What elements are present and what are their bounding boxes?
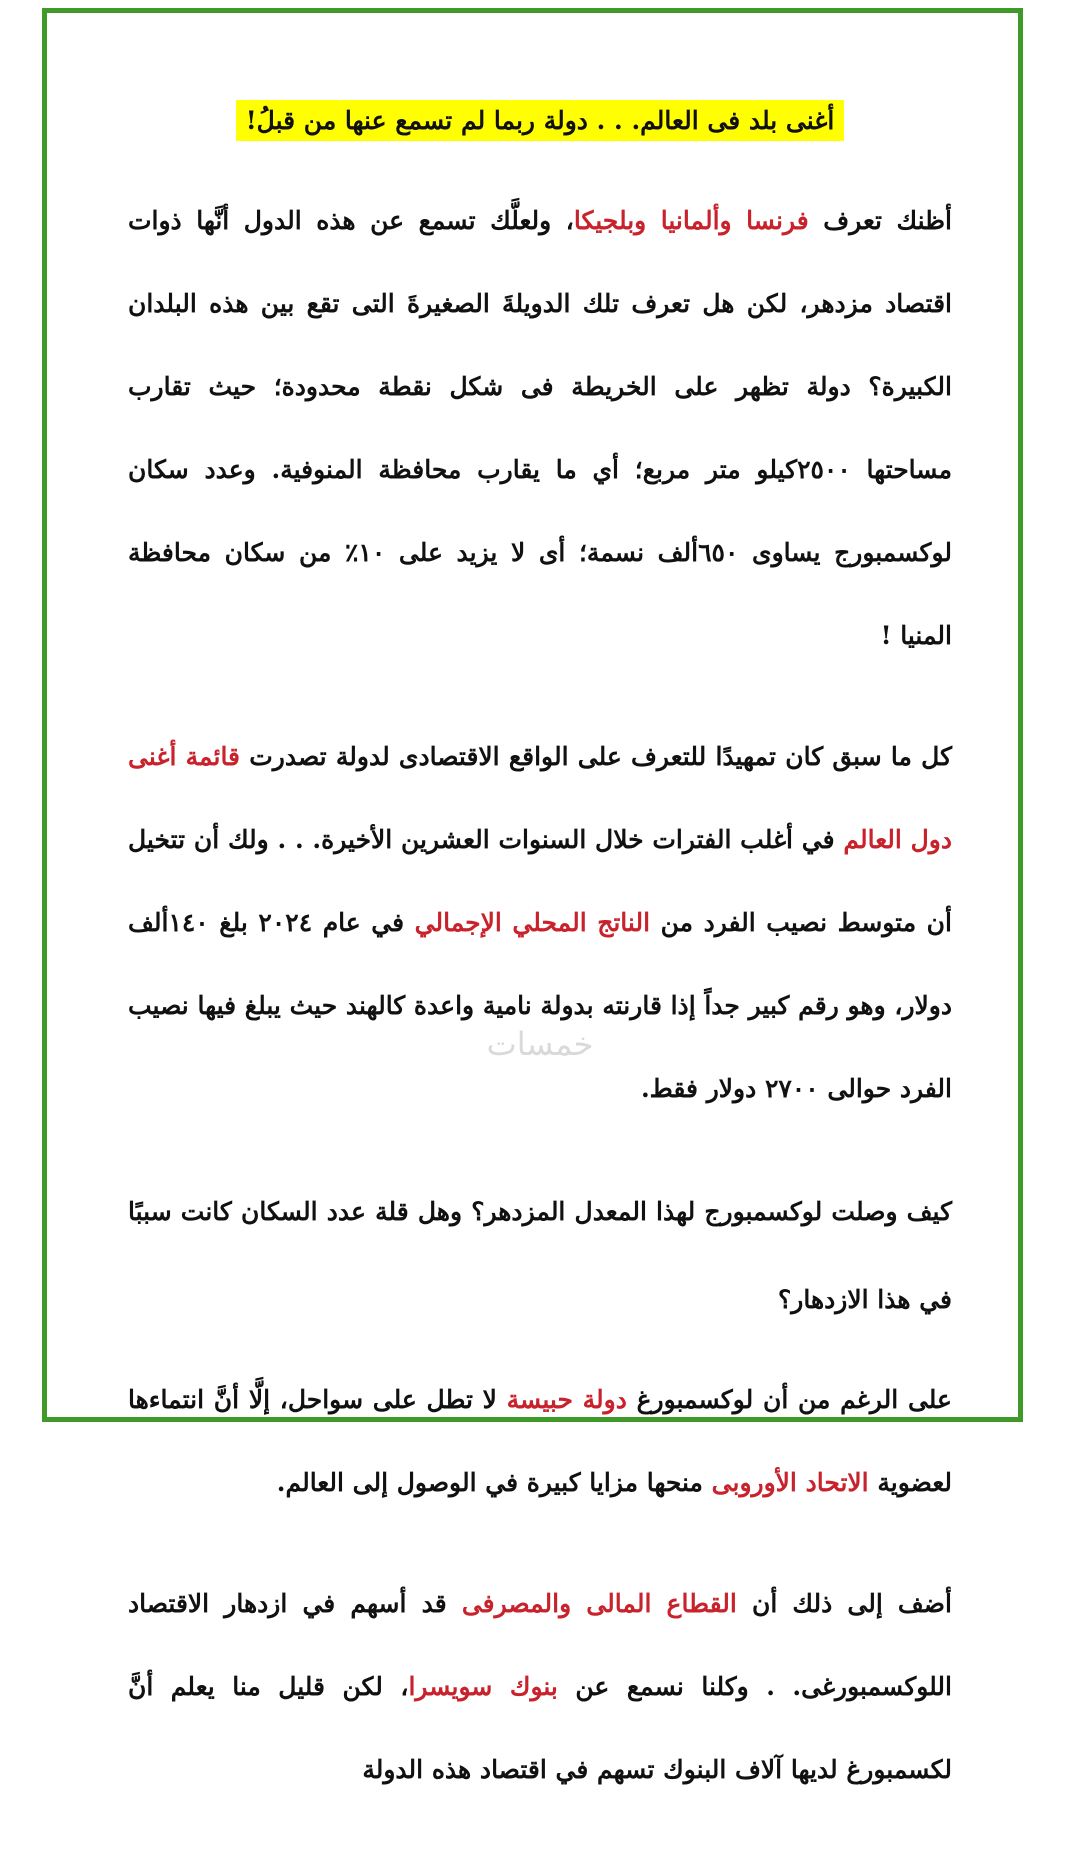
p5-b: قد أسهم في ازدهار الاقتصاد اللوكسمبورغى. . وكلنا نسمع عن (128, 1589, 952, 1701)
watermark-logo: خمسات (486, 1025, 594, 1063)
p4-b: لا تطل على سواحل، إلَّا أنَّ انتماءها لعضوية (128, 1385, 952, 1497)
p1-lead: أظنك تعرف (823, 206, 952, 235)
p1-rest: ، ولعلَّك تسمع عن هذه الدول أنَّها ذوات اقتصاد مزدهر، لكن هل تعرف تلك الدويلةَ الصغيرةَ التى تقع بين هذه البلدان الكبيرة؟ دولة تظهر على الخريطة فى شكل نقطة محدودة؛ حيث تقارب مساحتها ٢٥٠٠كيلو متر مربع؛ أي ما يقارب محافظة المنوفية. وعدد سكان لوكسمبورج يساوى ٦٥٠ألف نسمة؛ أى لا يزيد على ١٠٪ من سكان محافظة المنيا ! (128, 206, 952, 650)
paragraph-1 (128, 179, 952, 677)
p2-c: في عام ٢٠٢٤ بلغ ١٤٠ألف دولار، وهو رقم كبير جداً إذا قارنته بدولة نامية واعدة كالهند حيث يبلغ فيها نصيب الفرد حوالى ٢٧٠٠ دولار فقط. (128, 908, 952, 1103)
p4-c: منحها مزايا كبيرة في الوصول إلى العالم. (276, 1468, 703, 1497)
paragraph-4 (128, 1358, 952, 1524)
p2-b: في أغلب الفترات خلال السنوات العشرين الأخيرة. . . ولك أن تتخيل أن متوسط نصيب الفرد من (128, 825, 952, 937)
p4-highlight-2: الاتحاد الأوروبى (711, 1468, 869, 1497)
p2-a: كل ما سبق كان تمهيدًا للتعرف على الواقع الاقتصادى لدولة تصدرت (249, 742, 952, 771)
title-wrap (128, 100, 952, 141)
p4-highlight-1: دولة حبيسة (506, 1385, 627, 1414)
p4-a: على الرغم من أن لوكسمبورغ (636, 1385, 952, 1414)
article (128, 100, 952, 1849)
article-title: أغنى بلد فى العالم. . . دولة ربما لم تسمع عنها من قبلُ! (236, 100, 845, 141)
p5-c: ، لكن قليل منا يعلم أنَّ لكسمبورغ لديها آلاف البنوك تسهم في اقتصاد هذه الدولة (128, 1672, 952, 1784)
p5-highlight-2: بنوك سويسرا (408, 1672, 558, 1701)
paragraph-2 (128, 715, 952, 1130)
p5-highlight-1: القطاع المالى والمصرفى (461, 1589, 737, 1618)
paragraph-5 (128, 1562, 952, 1811)
p1-countries: فرنسا وألمانيا وبلجيكا (573, 206, 809, 235)
p2-highlight-2: الناتج المحلي الإجمالي (414, 908, 651, 937)
p5-a: أضف إلى ذلك أن (751, 1589, 952, 1618)
paragraph-3: كيف وصلت لوكسمبورج لهذا المعدل المزدهر؟ وهل قلة عدد السكان كانت سببًا في هذا الازدهار؟ (128, 1197, 952, 1314)
p2-highlight-1: قائمة أغنى دول العالم (128, 742, 952, 854)
